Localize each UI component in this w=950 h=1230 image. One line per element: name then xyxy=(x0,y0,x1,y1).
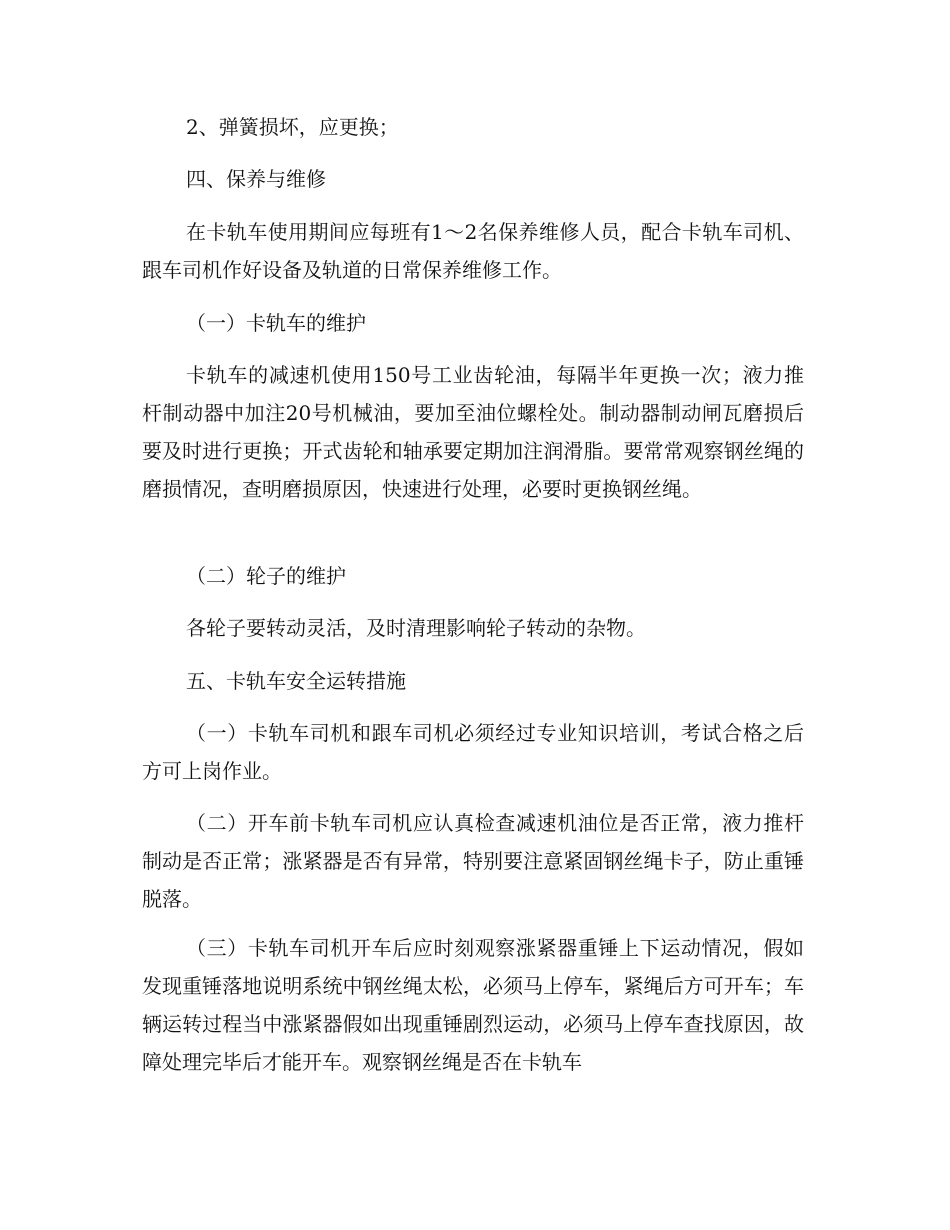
section-heading-safety: 五、卡轨车安全运转措施 xyxy=(186,669,406,693)
section-heading-maintenance: 四、保养与维修 xyxy=(186,167,326,191)
paragraph-safety-training: （一）卡轨车司机和跟车司机必须经过专业知识培训，考试合格之后方可上岗作业。 xyxy=(142,721,804,783)
paragraph-wheels: 各轮子要转动灵活，及时清理影响轮子转动的杂物。 xyxy=(186,616,646,640)
paragraph-maintenance-staff: 在卡轨车使用期间应每班有1～2名保养维修人员，配合卡轨车司机、跟车司机作好设备及轨道的日常保养维修工作。 xyxy=(142,220,804,282)
paragraph-reducer-oil: 卡轨车的减速机使用150号工业齿轮油，每隔半年更换一次；液力推杆制动器中加注20号机械油，要加至油位螺栓处。制动器制动闸瓦磨损后要及时进行更换；开式齿轮和轴承要定期加注润滑脂。要常常观察钢丝绳的磨损情况，查明磨损原因，快速进行处理，必要时更换钢丝绳。 xyxy=(142,363,804,501)
subheading-wheel-maintenance: （二）轮子的维护 xyxy=(186,564,346,588)
paragraph-spring-damage: 2、弹簧损坏，应更换； xyxy=(186,115,399,139)
subheading-rail-car-maintenance: （一）卡轨车的维护 xyxy=(186,311,366,335)
paragraph-pre-start-check: （二）开车前卡轨车司机应认真检查减速机油位是否正常，液力推杆制动是否正常；涨紧器是否有异常，特别要注意紧固钢丝绳卡子，防止重锤脱落。 xyxy=(142,811,804,911)
paragraph-operation-monitoring: （三）卡轨车司机开车后应时刻观察涨紧器重锤上下运动情况，假如发现重锤落地说明系统中钢丝绳太松，必须马上停车，紧绳后方可开车；车辆运转过程当中涨紧器假如出现重锤剧烈运动，必须马上停车查找原因，故障处理完毕后才能开车。观察钢丝绳是否在卡轨车 xyxy=(142,936,804,1074)
